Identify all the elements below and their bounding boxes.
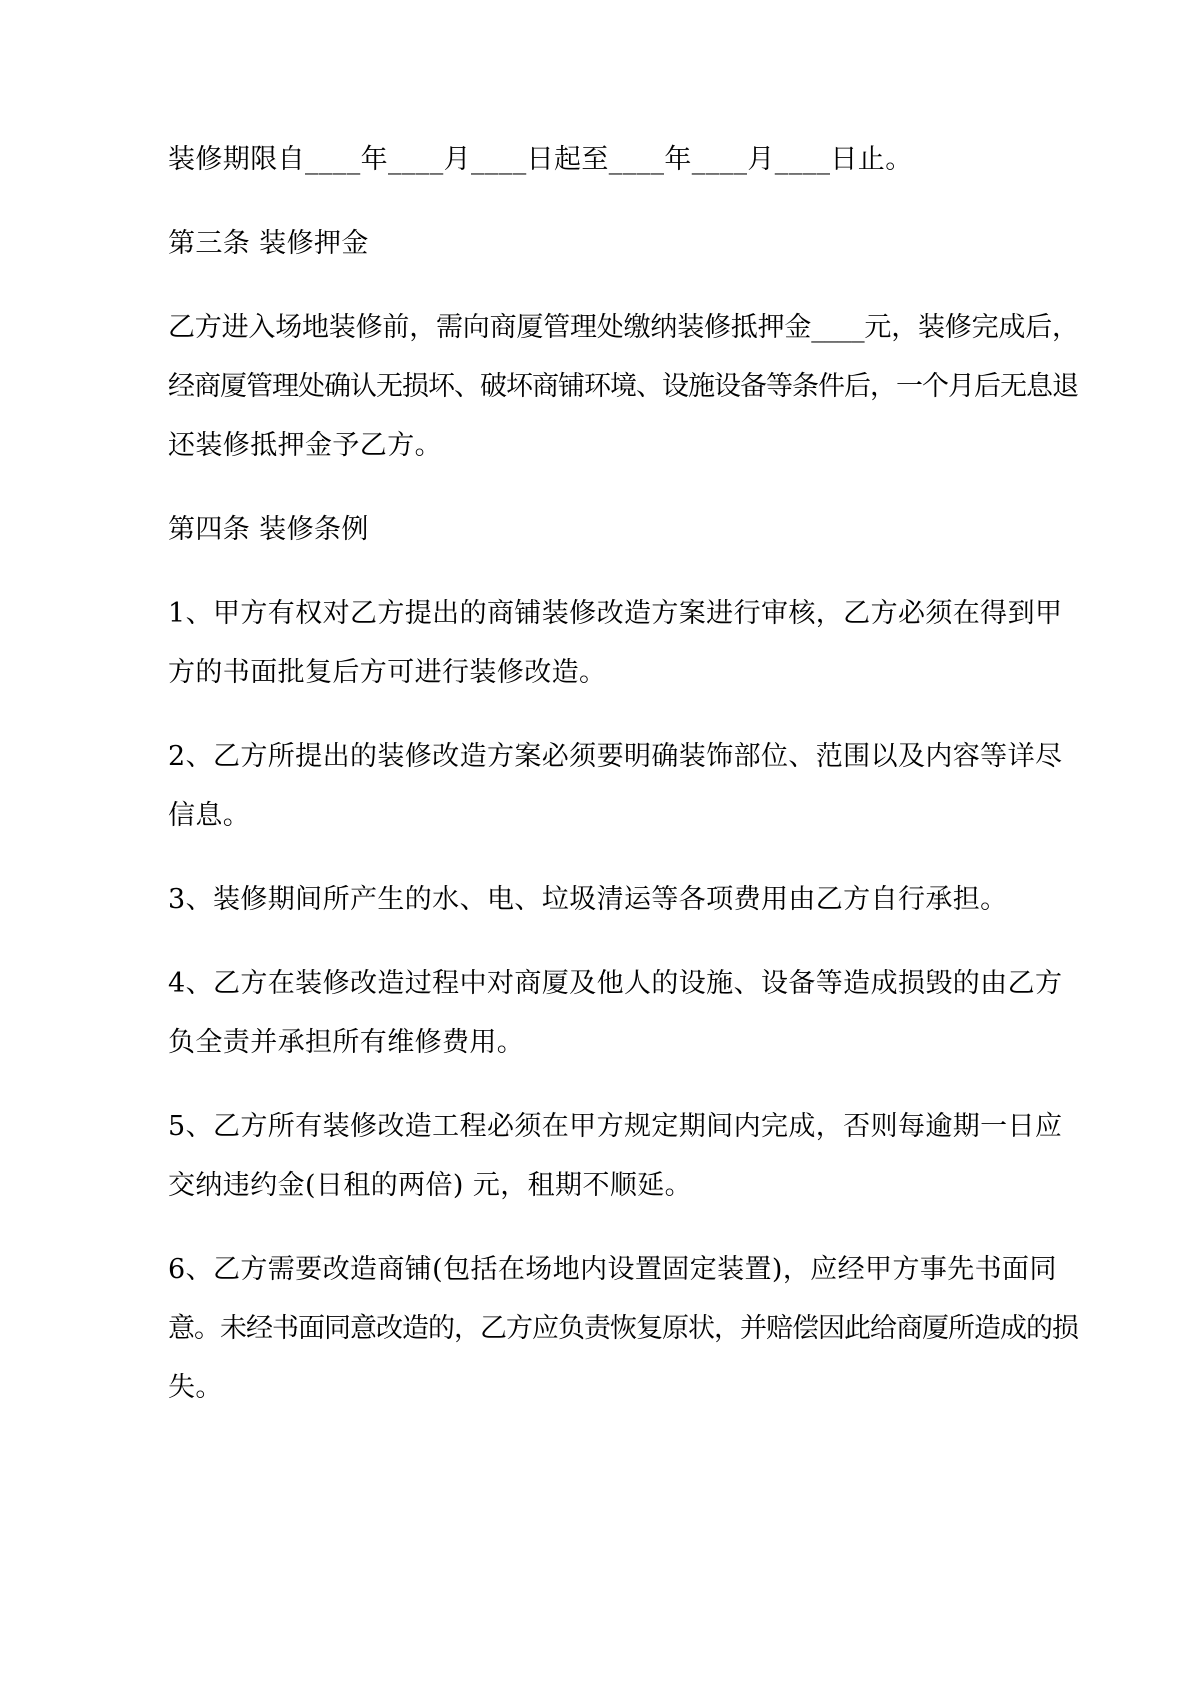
- deposit-paragraph-line-1: 乙方进入场地装修前，需向商厦管理处缴纳装修抵押金____元，装修完成后，: [168, 312, 1079, 343]
- item-6-line-3: 失。: [168, 1372, 223, 1403]
- item-4-line-1: 4、乙方在装修改造过程中对商厦及他人的设施、设备等造成损毁的由乙方: [168, 968, 1063, 999]
- article-4-heading: 第四条 装修条例: [168, 514, 369, 545]
- article-3-heading: 第三条 装修押金: [168, 228, 369, 259]
- item-3-line-1: 3、装修期间所产生的水、电、垃圾清运等各项费用由乙方自行承担。: [168, 884, 1008, 915]
- item-6-line-1: 6、乙方需要改造商铺(包括在场地内设置固定装置)，应经甲方事先书面同: [168, 1254, 1057, 1285]
- item-4-line-2: 负全责并承担所有维修费用。: [168, 1027, 525, 1058]
- decoration-period-text: 装修期限自____年____月____日起至____年____月____日止。: [168, 144, 913, 175]
- item-1-line-1: 1、甲方有权对乙方提出的商铺装修改造方案进行审核，乙方必须在得到甲: [168, 598, 1063, 629]
- item-5-line-1: 5、乙方所有装修改造工程必须在甲方规定期间内完成，否则每逾期一日应: [168, 1111, 1063, 1142]
- deposit-paragraph-line-3: 还装修抵押金予乙方。: [168, 430, 442, 461]
- deposit-paragraph-line-2: 经商厦管理处确认无损坏、破坏商铺环境、设施设备等条件后，一个月后无息退: [168, 371, 1078, 402]
- item-2-line-1: 2、乙方所提出的装修改造方案必须要明确装饰部位、范围以及内容等详尽: [168, 741, 1063, 772]
- item-6-line-2: 意。未经书面同意改造的，乙方应负责恢复原状，并赔偿因此给商厦所造成的损: [168, 1313, 1078, 1344]
- item-5-line-2: 交纳违约金(日租的两倍) 元，租期不顺延。: [168, 1170, 693, 1201]
- item-1-line-2: 方的书面批复后方可进行装修改造。: [168, 657, 607, 688]
- item-2-line-2: 信息。: [168, 800, 251, 831]
